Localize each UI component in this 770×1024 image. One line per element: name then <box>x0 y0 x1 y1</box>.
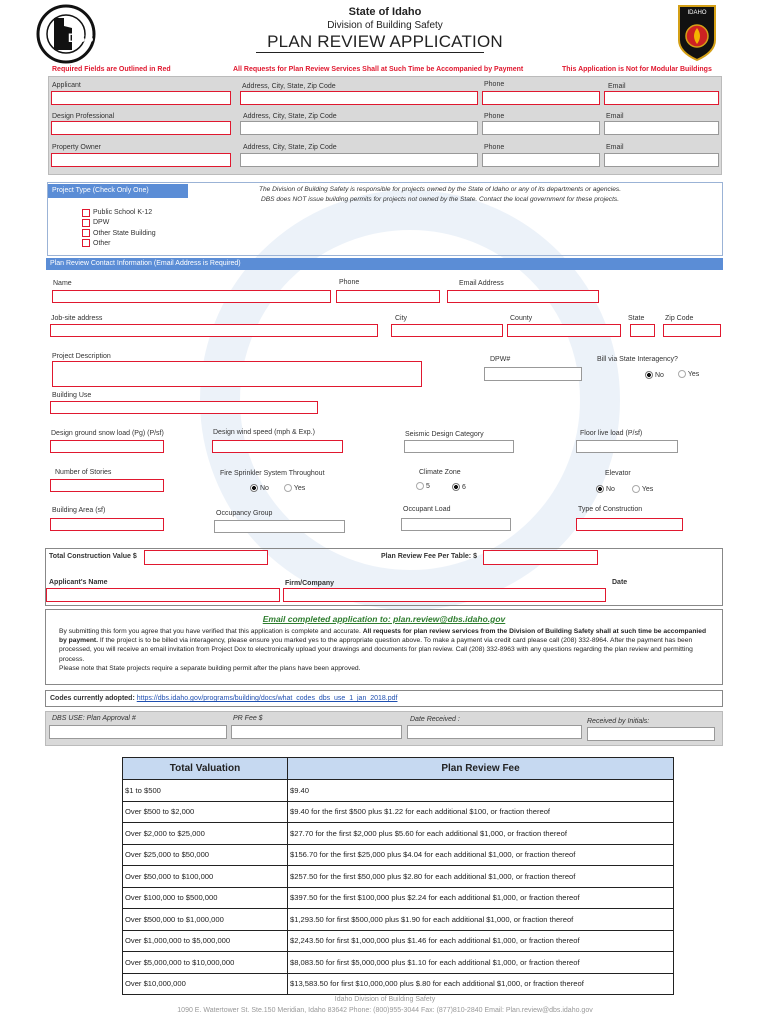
submission-text <box>59 627 714 673</box>
valuation-cell: Over $500 to $2,000 <box>123 801 288 823</box>
option-dpw: DPW <box>93 219 110 226</box>
applicant-address-field[interactable] <box>240 91 478 105</box>
submission-p1b: All requests for plan review services from the Division of Building Safety shall at such time be accompanied by payment. <box>59 628 707 645</box>
county-field[interactable] <box>507 324 621 337</box>
construction-value-text: Total Construction Value <box>49 553 131 560</box>
fee-table <box>122 757 674 995</box>
valuation-cell: Over $50,000 to $100,000 <box>123 866 288 888</box>
bill-via-no-radio[interactable] <box>645 371 653 379</box>
valuation-cell: Over $10,000,000 <box>123 973 288 995</box>
contact-name-field[interactable] <box>52 290 331 303</box>
codes-line <box>50 695 397 702</box>
date-label: Date <box>612 579 628 586</box>
table-row <box>123 823 674 845</box>
email-label: Email <box>606 144 624 151</box>
building-area-label: Building Area (sf) <box>52 507 106 514</box>
elevator-yes-label: Yes <box>641 485 654 493</box>
submission-p1a: By submitting this form you agree that you have verified that this application is complete and accurate. <box>59 628 363 635</box>
table-row <box>123 952 674 974</box>
contact-email-label: Email Address <box>459 280 504 287</box>
contact-phone-field[interactable] <box>336 290 440 303</box>
valuation-cell: Over $2,000 to $25,000 <box>123 823 288 845</box>
submission-p1c: If the project is to be billed via interagency, please ensure you marked yes to the appropriate question above. To make a payment via credit card please call (208) 332-8964. After the payment has been processed, you will receive an email invitation from Project Dox to electronically upload your drawings and documents for plan review. Call (208) 332-8963 with any questions regarding the plan review and permitting process. <box>59 637 693 663</box>
dbs-logo <box>28 4 104 64</box>
codes-label: Codes currently adopted: <box>50 695 137 702</box>
valuation-cell: Over $25,000 to $50,000 <box>123 844 288 866</box>
address-label: Address, City, State, Zip Code <box>243 144 337 151</box>
valuation-cell: Over $1,000,000 to $5,000,000 <box>123 930 288 952</box>
table-row <box>123 780 674 802</box>
seismic-label: Seismic Design Category <box>405 431 484 438</box>
occupant-load-field[interactable] <box>401 518 511 531</box>
project-description-field[interactable] <box>52 361 422 387</box>
construction-value-label <box>49 553 137 560</box>
city-field[interactable] <box>391 324 503 337</box>
footer-line1: Idaho Division of Building Safety <box>334 996 436 1003</box>
checkbox-public-school[interactable] <box>82 209 90 217</box>
stories-label: Number of Stories <box>55 469 112 476</box>
construction-value-field[interactable] <box>144 550 268 565</box>
plan-approval-field[interactable] <box>49 725 227 739</box>
applicant-email-field[interactable] <box>604 91 719 105</box>
climate-6-radio[interactable] <box>452 483 460 491</box>
page-title: PLAN REVIEW APPLICATION <box>267 32 503 51</box>
required-notice: Required Fields are Outlined in Red <box>52 66 171 73</box>
climate-6-label: 6 <box>461 483 466 491</box>
option-other: Other <box>93 240 111 247</box>
firm-label: Firm/Company <box>285 580 335 587</box>
contact-email-field[interactable] <box>447 290 599 303</box>
dpw-number-label: DPW# <box>490 356 511 363</box>
climate-label: Climate Zone <box>419 469 461 476</box>
fee-cell: $156.70 for the first $25,000 plus $4.04 for each additional $1,000, or fraction thereof <box>288 844 674 866</box>
climate-6[interactable] <box>452 483 466 491</box>
fee-per-table-field[interactable] <box>483 550 598 565</box>
design-professional-field[interactable] <box>51 121 231 135</box>
fee-cell: $8,083.50 for first $5,000,000 plus $1.10 for each additional $1,000, or fraction thereof <box>288 952 674 974</box>
date-received-field[interactable] <box>407 725 582 739</box>
occupancy-group-label: Occupancy Group <box>216 510 273 517</box>
property-owner-label: Property Owner <box>52 144 102 151</box>
elevator-no-label: No <box>605 485 615 493</box>
svg-text:DBS: DBS <box>68 31 94 45</box>
phone-label: Phone <box>484 144 505 151</box>
county-label: County <box>510 315 533 322</box>
valuation-cell: Over $5,000,000 to $10,000,000 <box>123 952 288 974</box>
phone-label: Phone <box>484 113 505 120</box>
sprinkler-yes[interactable] <box>284 484 305 492</box>
project-type-note <box>205 185 675 205</box>
table-row <box>123 930 674 952</box>
option-public-school: Public School K-12 <box>93 209 153 216</box>
codes-link[interactable]: https://dbs.idaho.gov/programs/building/docs/what_codes_dbs_use_1_jan_2018.pdf <box>136 695 398 702</box>
wind-speed-label: Design wind speed (mph & Exp.) <box>213 429 315 436</box>
email-label: Email <box>606 113 624 120</box>
submission-p2: Please note that State projects require a separate building permit after the plans have been approved. <box>59 664 361 672</box>
elevator-label: Elevator <box>605 470 631 477</box>
construction-type-label: Type of Construction <box>578 506 643 513</box>
elevator-no[interactable] <box>596 485 615 493</box>
fee-header: Plan Review Fee <box>288 758 674 780</box>
fee-per-table-label: Plan Review Fee Per Table: $ <box>381 553 477 560</box>
checkbox-other-state-building[interactable] <box>82 229 90 237</box>
occupant-load-label: Occupant Load <box>403 506 451 513</box>
footer-line2: 1090 E. Watertower St. Ste.150 Meridian, Idaho 83642 Phone: (800)955-3044 Fax: (877)810-2840 Email: Plan.review@dbs.idaho.gov <box>177 1007 593 1014</box>
svg-text:IDAHO: IDAHO <box>687 10 707 16</box>
sprinkler-label: Fire Sprinkler System Throughout <box>220 470 325 477</box>
table-row <box>123 844 674 866</box>
applicant-field[interactable] <box>51 91 231 105</box>
floor-load-field[interactable] <box>576 440 678 453</box>
property-owner-address-field[interactable] <box>240 153 478 167</box>
checkbox-other[interactable] <box>82 239 90 247</box>
title-underline <box>256 52 484 53</box>
floor-load-label: Floor live load (P/sf) <box>580 430 643 437</box>
pr-fee-label: PR Fee $ <box>233 715 263 722</box>
building-use-label: Building Use <box>52 392 92 399</box>
valuation-cell: Over $100,000 to $500,000 <box>123 887 288 909</box>
contact-phone-label: Phone <box>339 279 360 286</box>
bill-via-label: Bill via State Interagency? <box>597 356 678 363</box>
fee-cell: $9.40 <box>288 780 674 802</box>
state-name: State of Idaho <box>348 6 422 18</box>
project-type-label: Project Type (Check Only One) <box>48 184 188 198</box>
jobsite-address-field[interactable] <box>50 324 378 337</box>
fire-marshal-logo <box>677 2 717 62</box>
fee-table-header <box>123 758 674 780</box>
fee-cell: $2,243.50 for first $1,000,000 plus $1.46 for each additional $1,000, or fraction thereof <box>288 930 674 952</box>
bill-via-yes-label: Yes <box>687 370 700 378</box>
snow-load-label: Design ground snow load (Pg) (P/sf) <box>51 430 164 437</box>
phone-label: Phone <box>484 81 505 88</box>
building-area-field[interactable] <box>50 518 164 531</box>
sprinkler-no-radio[interactable] <box>250 484 258 492</box>
elevator-yes-radio[interactable] <box>632 485 640 493</box>
construction-type-field[interactable] <box>576 518 683 531</box>
snow-load-field[interactable] <box>50 440 164 453</box>
jobsite-address-label: Job-site address <box>51 315 103 322</box>
elevator-yes[interactable] <box>632 485 653 493</box>
sprinkler-no[interactable] <box>250 484 269 492</box>
sprinkler-yes-radio[interactable] <box>284 484 292 492</box>
property-owner-field[interactable] <box>51 153 231 167</box>
bill-via-no[interactable] <box>645 371 664 379</box>
design-professional-label: Design Professional <box>52 113 115 120</box>
design-professional-phone-field[interactable] <box>482 121 600 135</box>
option-other-state-building: Other State Building <box>93 230 156 237</box>
modular-notice: This Application is Not for Modular Buildings <box>562 66 712 73</box>
dbs-use-label: DBS USE: Plan Approval # <box>52 715 136 722</box>
table-row <box>123 973 674 995</box>
received-by-field[interactable] <box>587 727 715 741</box>
fee-cell: $397.50 for the first $100,000 plus $2.24 for each additional $1,000, or fraction thereof <box>288 887 674 909</box>
bill-via-no-label: No <box>654 371 664 379</box>
climate-5-radio[interactable] <box>416 482 424 490</box>
seismic-field[interactable] <box>404 440 514 453</box>
state-field[interactable] <box>630 324 655 337</box>
fee-cell: $257.50 for the first $50,000 plus $2.80 for each additional $1,000, or fraction thereof <box>288 866 674 888</box>
table-row <box>123 801 674 823</box>
date-received-label: Date Received : <box>410 716 460 723</box>
bill-via-yes-radio[interactable] <box>678 370 686 378</box>
bill-via-yes[interactable] <box>678 370 699 378</box>
fee-cell: $9.40 for the first $500 plus $1.22 for each additional $100, or fraction thereof <box>288 801 674 823</box>
property-owner-email-field[interactable] <box>604 153 719 167</box>
property-owner-phone-field[interactable] <box>482 153 600 167</box>
valuation-cell: Over $500,000 to $1,000,000 <box>123 909 288 931</box>
zip-field[interactable] <box>663 324 721 337</box>
valuation-cell: $1 to $500 <box>123 780 288 802</box>
address-label: Address, City, State, Zip Code <box>243 113 337 120</box>
payment-notice: All Requests for Plan Review Services Shall at Such Time be Accompanied by Payment <box>233 66 524 73</box>
stories-field[interactable] <box>50 479 164 492</box>
fee-cell: $1,293.50 for first $500,000 plus $1.90 for each additional $1,000, or fraction thereof <box>288 909 674 931</box>
address-label: Address, City, State, Zip Code <box>242 83 336 90</box>
email-label: Email <box>608 83 626 90</box>
pr-fee-field[interactable] <box>231 725 402 739</box>
checkbox-dpw[interactable] <box>82 219 90 227</box>
division-name: Division of Building Safety <box>327 20 443 31</box>
applicant-name-label: Applicant's Name <box>49 579 108 586</box>
applicant-phone-field[interactable] <box>482 91 600 105</box>
design-professional-email-field[interactable] <box>604 121 719 135</box>
contact-name-label: Name <box>53 280 72 287</box>
applicant-label: Applicant <box>52 82 81 89</box>
project-description-label: Project Description <box>52 353 111 360</box>
fee-cell: $13,583.50 for first $10,000,000 plus $.80 for each additional $1,000, or fraction thereof <box>288 973 674 995</box>
email-submission-line[interactable]: Email completed application to: plan.review@dbs.idaho.gov <box>262 614 506 624</box>
firm-field[interactable] <box>283 588 606 602</box>
climate-5[interactable] <box>416 482 430 490</box>
table-row <box>123 909 674 931</box>
project-type-note-line2: DBS does NOT issue building permits for projects not owned by the State. Contact the local government for these projects. <box>260 196 620 203</box>
table-row <box>123 887 674 909</box>
zip-label: Zip Code <box>665 315 694 322</box>
climate-5-label: 5 <box>425 482 430 490</box>
contact-bar: Plan Review Contact Information (Email Address is Required) <box>46 258 723 270</box>
project-type-note-line1: The Division of Building Safety is responsible for projects owned by the State of Idaho or any of its departments or agencies. <box>258 186 622 193</box>
dpw-number-field[interactable] <box>484 367 582 381</box>
sprinkler-no-label: No <box>259 484 269 492</box>
sprinkler-yes-label: Yes <box>293 484 306 492</box>
construction-value-dollar: $ <box>132 553 137 560</box>
occupancy-group-field[interactable] <box>214 520 345 533</box>
valuation-header: Total Valuation <box>123 758 288 780</box>
state-label: State <box>628 315 645 322</box>
city-label: City <box>395 315 408 322</box>
elevator-no-radio[interactable] <box>596 485 604 493</box>
fee-cell: $27.70 for the first $2,000 plus $5.60 for each additional $1,000, or fraction thereof <box>288 823 674 845</box>
table-row <box>123 866 674 888</box>
building-use-field[interactable] <box>50 401 318 414</box>
received-by-label: Received by Initials: <box>587 718 650 725</box>
applicant-name-field[interactable] <box>46 588 280 602</box>
wind-speed-field[interactable] <box>212 440 343 453</box>
design-professional-address-field[interactable] <box>240 121 478 135</box>
